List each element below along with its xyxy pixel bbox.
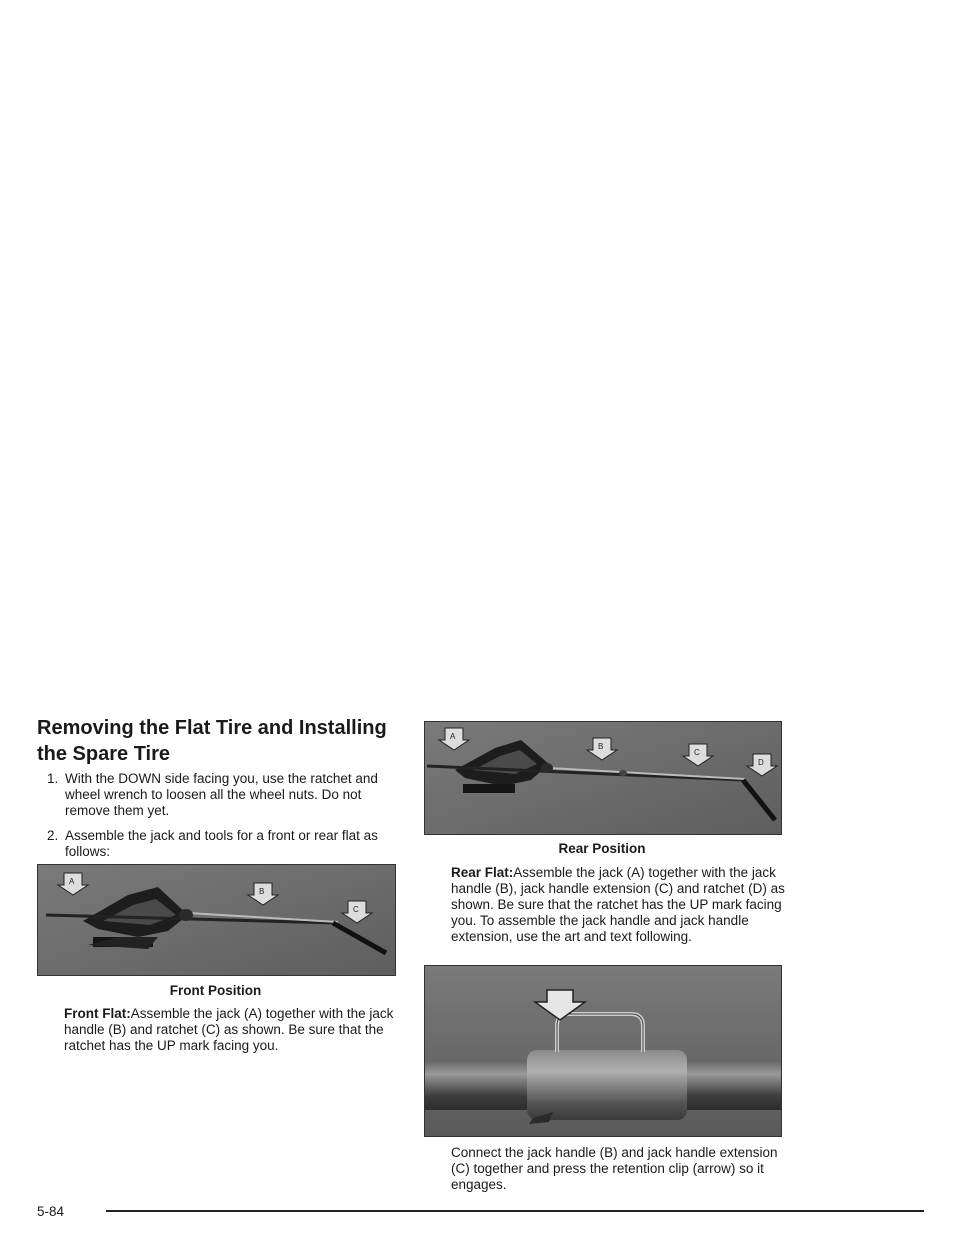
front-position-illustration	[37, 864, 396, 976]
callout-c: C	[353, 905, 359, 914]
step-number: 2.	[47, 828, 59, 843]
callout-b: B	[259, 887, 265, 896]
front-flat-paragraph	[64, 1006, 398, 1054]
rear-flat-paragraph	[451, 865, 785, 945]
front-flat-text: Assemble the jack (A) together with the jack handle (B) and ratchet (C) as shown. Be sure that the ratchet has the UP mark facing you.	[64, 1006, 394, 1053]
retention-clip-illustration	[424, 965, 782, 1137]
rear-flat-text: Assemble the jack (A) together with the jack handle (B), jack handle extension (C) and ratchet (D) as shown. Be sure that the ratchet has the UP mark facing you. To assemble the jack handle and jack handle extension, use the art and text following.	[451, 865, 785, 944]
callout-c: C	[694, 748, 700, 757]
callout-a: A	[450, 732, 456, 741]
page-number: 5-84	[37, 1204, 65, 1219]
step-text: With the DOWN side facing you, use the ratchet and wheel wrench to loosen all the wheel nuts. Do not remove them yet.	[65, 771, 378, 818]
connect-paragraph: Connect the jack handle (B) and jack handle extension (C) together and press the retention clip (arrow) so it engages.	[451, 1145, 778, 1192]
step-2	[47, 828, 399, 860]
footer-rule	[106, 1210, 924, 1212]
step-text: Assemble the jack and tools for a front or rear flat as follows:	[65, 828, 378, 859]
rear-position-illustration	[424, 721, 782, 835]
front-flat-label: Front Flat:	[64, 1006, 131, 1021]
step-number: 1.	[47, 771, 59, 786]
front-position-caption: Front Position	[169, 983, 262, 998]
step-1	[47, 771, 399, 819]
section-heading: Removing the Flat Tire and Installing the Spare Tire	[37, 717, 387, 765]
rear-position-caption: Rear Position	[558, 841, 646, 856]
rear-flat-label: Rear Flat:	[451, 865, 514, 880]
steps-list	[47, 771, 399, 869]
callout-d: D	[758, 758, 764, 767]
callout-b: B	[598, 742, 604, 751]
callout-a: A	[69, 877, 75, 886]
